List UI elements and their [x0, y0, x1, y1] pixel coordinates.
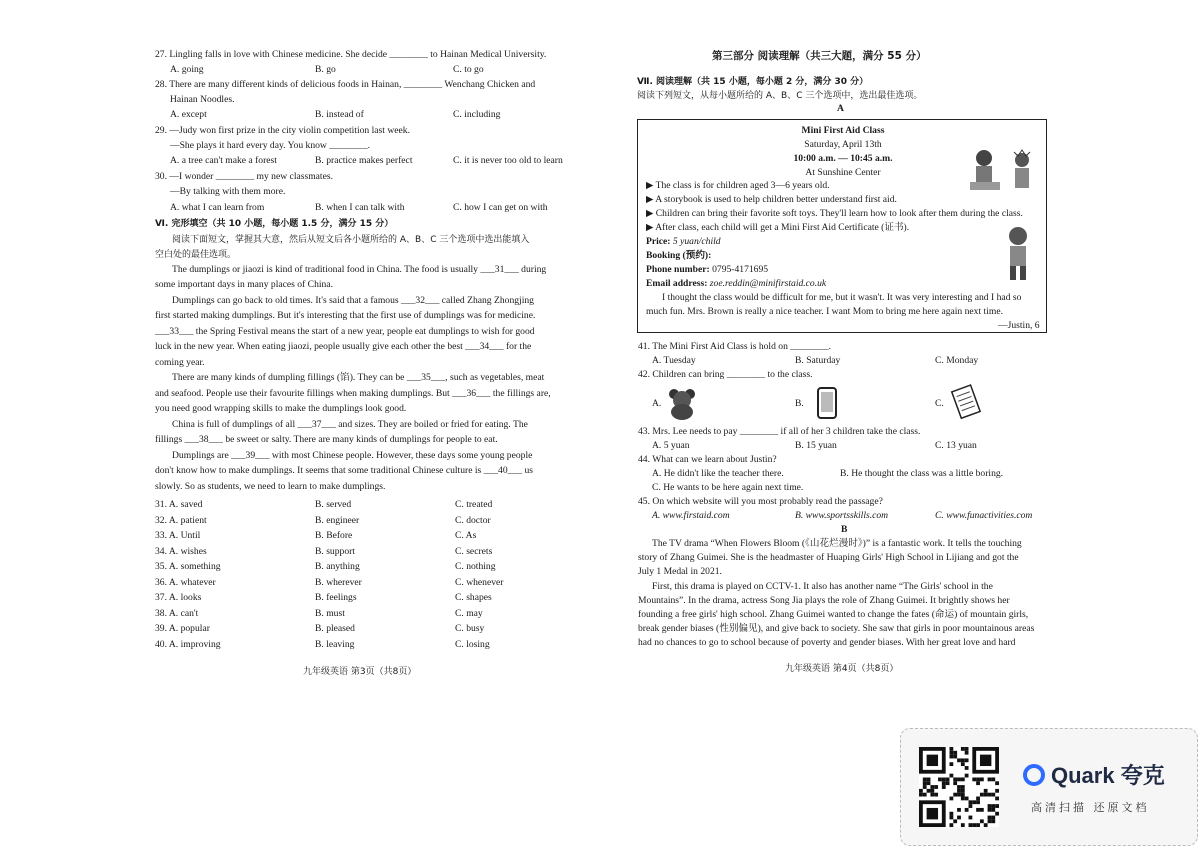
cloze-option: B. leaving [315, 638, 355, 650]
q45-option-c: C. www.funactivities.com [935, 510, 1033, 521]
cloze-line: and seafood. People use their favourite fillings when making dumplings. But ___36___ the fillings are, [155, 388, 551, 399]
cloze-option: 31. A. saved [155, 499, 203, 510]
passage-b-line: founding a free girls' high school. Zhang Guimei wanted to change the fates (命运) of mountain girls, [638, 609, 1029, 620]
q27-text: 27. Lingling falls in love with Chinese medicine. She decide ________ to Hainan Medical University. [155, 49, 547, 60]
cloze-line: Dumplings can go back to old times. It's said that a famous ___32___ called Zhang Zhongjing [172, 295, 534, 306]
cloze-option: C. may [455, 607, 483, 619]
q27-option-c: C. to go [453, 64, 484, 75]
q43-text: 43. Mrs. Lee needs to pay ________ if all of her 3 children take the class. [638, 426, 921, 437]
cloze-option: B. anything [315, 561, 360, 572]
cloze-option: 39. A. popular [155, 623, 210, 634]
q45-option-b: B. www.sportsskills.com [795, 510, 889, 521]
q41-option-c: C. Monday [935, 355, 979, 366]
teddy-bear-icon [664, 386, 700, 420]
cloze-option: B. pleased [315, 623, 355, 634]
cloze-option: 38. A. can't [155, 607, 199, 619]
quark-logo-icon [1023, 764, 1045, 786]
cloze-option: 40. A. improving [155, 638, 221, 650]
q43-option-a: A. 5 yuan [652, 440, 690, 451]
cloze-line: don't know how to make dumplings. It seems that some traditional Chinese culture is ___40___ us [155, 465, 533, 476]
quark-scan-badge [900, 728, 1198, 846]
cloze-option: C. shapes [455, 592, 492, 603]
cloze-line: first started making dumplings. But it's interesting that the first use of dumplings was for medicine. [155, 310, 536, 321]
section-7-instruction: 阅读下列短文，从每小题所给的 A、B、C 三个选项中，选出最佳选项。 [637, 91, 923, 101]
cloze-option: C. secrets [455, 545, 493, 557]
q29-text-cont: —She plays it hard every day. You know ________. [170, 140, 371, 151]
cloze-option: 37. A. looks [155, 592, 202, 603]
boy-illustration [998, 226, 1038, 282]
cloze-option: C. nothing [455, 561, 496, 572]
cloze-option: 32. A. patient [155, 514, 207, 526]
q45-option-a: A. www.firstaid.com [652, 510, 730, 521]
notice-time: 10:00 a.m. — 10:45 a.m. [793, 153, 893, 164]
phone-value: 0795-4171695 [712, 264, 769, 275]
q44-option-b: B. He thought the class was a little boring. [840, 468, 1004, 479]
justin-quote-cont: much fun. Mrs. Brown is really a nice teacher. I want Mom to bring me here again next time. [646, 306, 1003, 317]
notice-date: Saturday, April 13th [804, 139, 882, 150]
cloze-line: The dumplings or jiaozi is kind of traditional food in China. The food is usually ___31___ during [172, 264, 547, 275]
notebook-icon [946, 384, 984, 420]
phone-label: Phone number: [646, 264, 710, 275]
section-6-title: Ⅵ. 完形填空（共 10 小题，每小题 1.5 分，满分 15 分） [155, 219, 394, 229]
cloze-option: 35. A. something [155, 561, 221, 572]
q28-text: 28. There are many different kinds of delicious foods in Hainan, ________ Wenchang Chicken and [155, 79, 536, 90]
notice-bullet: ▶ The class is for children aged 3—6 years old. [646, 180, 830, 191]
cloze-line: China is full of dumplings of all ___37___ and sizes. They are boiled or fried for eating. The [172, 419, 528, 430]
quark-brand-text: Quark 夸克 [1051, 763, 1165, 788]
passage-b-line: July 1 Medal in 2021. [638, 566, 722, 577]
notice-bullet: ▶ A storybook is used to help children better understand first aid. [646, 194, 897, 205]
cloze-line: luck in the new year. When eating jiaozi, people usually give each other the best ___34___ for the [155, 341, 532, 352]
q27-option-b: B. go [315, 64, 336, 75]
q42-option-b: B. [795, 398, 804, 409]
email-label: Email address: [646, 278, 708, 289]
notice-bullet: ▶ Children can bring their favorite soft toys. They'll learn how to look after them during the class. [646, 208, 1023, 219]
q29-option-c: C. it is never too old to learn [453, 155, 563, 166]
q29-option-a: A. a tree can't make a forest [170, 155, 277, 166]
cloze-line: you need good wrapping skills to make the dumplings look good. [155, 403, 407, 414]
cloze-line: Dumplings are ___39___ with most Chinese people. However, these days some young people [172, 450, 533, 461]
cloze-line: fillings ___38___ be sweet or salty. There are many kinds of dumplings for people to eat. [155, 434, 498, 445]
justin-quote: I thought the class would be difficult for me, but it wasn't. It was very interesting and I had so [662, 292, 1022, 303]
cloze-line: ___33___ the Spring Festival means the start of a new year, people eat dumplings to wish for good [155, 326, 535, 337]
q43-option-c: C. 13 yuan [935, 440, 977, 451]
cloze-option: C. whenever [455, 576, 504, 588]
cloze-option: 36. A. whatever [155, 576, 216, 588]
notice-place: At Sunshine Center [805, 167, 881, 178]
notice-bullet: ▶ After class, each child will get a Mini First Aid Certificate (证书). [646, 222, 910, 233]
booking-label: Booking (预约): [646, 250, 712, 261]
q42-option-a: A. [652, 398, 662, 409]
passage-b-line: had no chances to go to school because of poverty and gender biases. With her great love and hard [638, 637, 1016, 648]
page-footer-right: 九年级英语 第4页（共8页） [785, 664, 899, 674]
q28-option-b: B. instead of [315, 109, 364, 120]
quark-logo [1023, 759, 1165, 790]
q41-text: 41. The Mini First Aid Class is hold on ________. [638, 341, 832, 352]
first-aid-notice [637, 119, 1047, 333]
cloze-option: 33. A. Until [155, 530, 201, 541]
q41-option-a: A. Tuesday [652, 355, 696, 366]
email-value: zoe.reddin@minifirstaid.co.uk [709, 278, 827, 289]
q44-option-c: C. He wants to be here again next time. [652, 482, 804, 493]
q45-text: 45. On which website will you most probably read the passage? [638, 496, 883, 507]
quark-tagline: 高清扫描 还原文档 [1031, 801, 1150, 814]
q30-option-a: A. what I can learn from [170, 202, 265, 213]
section-6-instruction-cont: 空白处的最佳选项。 [155, 250, 237, 260]
cloze-option: B. feelings [315, 592, 357, 603]
cloze-option: C. doctor [455, 514, 491, 526]
smartphone-icon [812, 386, 842, 420]
q30-text-cont: —By talking with them more. [170, 186, 286, 197]
q41-option-b: B. Saturday [795, 355, 841, 366]
qr-code-icon [919, 747, 999, 827]
cloze-option: C. As [455, 530, 477, 541]
q30-text: 30. —I wonder ________ my new classmates. [155, 171, 333, 182]
cloze-option: B. Before [315, 530, 353, 541]
q44-option-a: A. He didn't like the teacher there. [652, 468, 784, 479]
q30-option-b: B. when I can talk with [315, 202, 405, 213]
q28-option-a: A. except [170, 109, 207, 120]
cloze-line: coming year. [155, 357, 205, 368]
q28-text-cont: Hainan Noodles. [170, 94, 235, 105]
price-value: 5 yuan/child [672, 236, 721, 247]
price-label: Price: [646, 236, 671, 247]
cloze-option: C. busy [455, 623, 485, 634]
cloze-option: B. served [315, 499, 352, 510]
cloze-line: slowly. So as students, we need to learn to make dumplings. [155, 481, 386, 492]
part-3-title: 第三部分 阅读理解（共三大题，满分 55 分） [712, 50, 927, 62]
cloze-option: C. losing [455, 638, 490, 650]
q27-option-a: A. going [170, 64, 204, 75]
cloze-option: B. must [315, 607, 345, 619]
justin-signature: —Justin, 6 [998, 320, 1040, 331]
cloze-option: C. treated [455, 499, 493, 510]
cloze-line: There are many kinds of dumpling fillings (馅). They can be ___35___, such as vegetables, meat [172, 372, 545, 383]
q28-option-c: C. including [453, 109, 501, 120]
cloze-option: 34. A. wishes [155, 545, 207, 557]
page-footer-left: 九年级英语 第3页（共8页） [303, 667, 417, 677]
first-aid-kids-illustration [962, 146, 1042, 196]
cloze-option: B. support [315, 545, 355, 557]
q43-option-b: B. 15 yuan [795, 440, 837, 451]
cloze-option: B. wherever [315, 576, 362, 588]
passage-b-line: The TV drama “When Flowers Bloom (《山花烂漫时》)” is a fantastic work. It tells the touching [652, 538, 1022, 549]
cloze-line: some important days in many places of China. [155, 279, 333, 290]
q42-option-c: C. [935, 398, 944, 409]
notice-title: Mini First Aid Class [801, 125, 885, 136]
section-6-instruction: 阅读下面短文，掌握其大意，然后从短文后各小题所给的 A、B、C 三个选项中选出能填入 [172, 235, 530, 245]
passage-b-line: story of Zhang Guimei. She is the headmaster of Huaping Girls' High School in Lijiang and got the [638, 552, 1019, 563]
section-7-title: Ⅶ. 阅读理解（共 15 小题，每小题 2 分，满分 30 分） [637, 77, 869, 87]
q29-text: 29. —Judy won first prize in the city violin competition last week. [155, 125, 410, 136]
q44-text: 44. What can we learn about Justin? [638, 454, 777, 465]
passage-a-label: A [837, 103, 844, 114]
q42-text: 42. Children can bring ________ to the class. [638, 369, 813, 380]
q30-option-c: C. how I can get on with [453, 202, 548, 213]
q29-option-b: B. practice makes perfect [315, 155, 413, 166]
passage-b-line: Mountains”. In the drama, actress Song Jia plays the role of Zhang Guimei. It brightly shows her [638, 595, 1010, 606]
cloze-option: B. engineer [315, 514, 360, 526]
passage-b-line: First, this drama is played on CCTV-1. It also has another name “The Girls' school in the [652, 581, 993, 592]
passage-b-label: B [841, 524, 848, 535]
passage-b-line: break gender biases (性别偏见), and give back to society. She saw that girls in poor mountainous areas [638, 623, 1035, 634]
